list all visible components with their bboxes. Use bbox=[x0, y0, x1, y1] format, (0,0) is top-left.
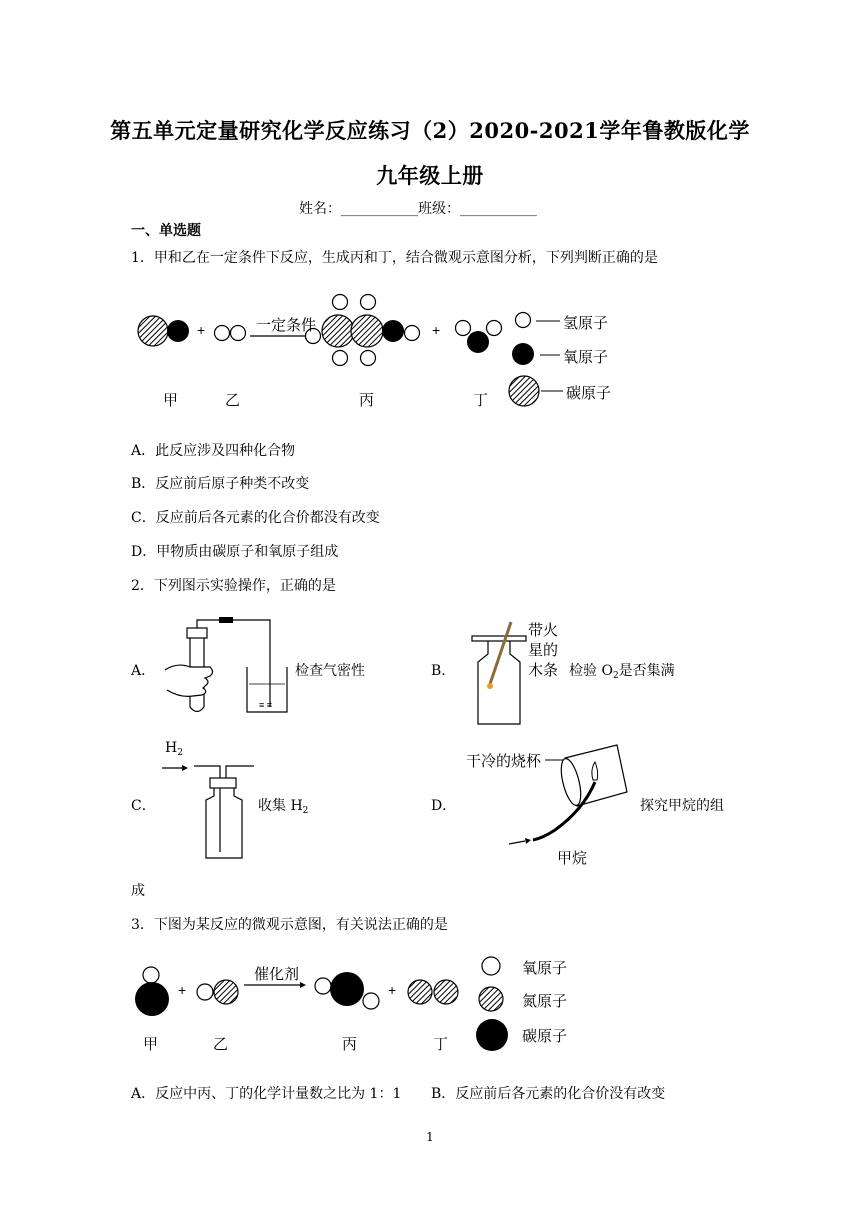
q3-legend-carbon: 碳原子 bbox=[522, 1027, 568, 1045]
q2-option-d-caption-wrap: 成 bbox=[131, 883, 145, 899]
section-heading: 一、单选题 bbox=[131, 223, 201, 239]
q1-legend-hydrogen: 氢原子 bbox=[563, 314, 609, 332]
q3-legend-oxygen: 氧原子 bbox=[522, 959, 568, 977]
q1-reaction-diagram bbox=[0, 290, 860, 420]
page-number: 1 bbox=[426, 1130, 434, 1144]
gas-bottle-splint-figure bbox=[470, 620, 530, 726]
h2-inlet-label: $H_2$ bbox=[165, 740, 183, 758]
document-title-line1: 第五单元定量研究化学反应练习（2）2020-2021学年鲁教版化学 bbox=[110, 118, 750, 143]
svg-text:+: + bbox=[388, 982, 397, 998]
carbon-legend-icon bbox=[476, 1019, 508, 1051]
hydrogen-atom-icon bbox=[231, 326, 246, 341]
q1-stem: 1．甲和乙在一定条件下反应，生成丙和丁，结合微观示意图分析，下列判断正确的是 bbox=[131, 250, 658, 266]
q2-option-b-letter[interactable]: B． bbox=[431, 663, 456, 679]
student-info: 姓名：___________班级：___________ bbox=[299, 201, 537, 217]
q1-label-yi: 乙 bbox=[225, 391, 241, 409]
nitrogen-legend-icon bbox=[479, 987, 503, 1011]
q1-label-jia: 甲 bbox=[163, 391, 179, 409]
q1-condition-label: 一定条件 bbox=[256, 316, 317, 334]
airtightness-check-figure bbox=[155, 612, 295, 718]
splint-label-line1: 带火 bbox=[528, 621, 559, 639]
q3-reaction-diagram bbox=[0, 955, 860, 1055]
hydrogen-legend-icon bbox=[516, 313, 531, 328]
q2-option-b-caption: 检验 $O_2$是否集满 bbox=[569, 663, 675, 681]
q2-option-a-caption: 检查气密性 bbox=[295, 663, 365, 679]
q2-option-d-letter[interactable]: D． bbox=[431, 798, 457, 814]
q2-option-c-caption: 收集 $H_2$ bbox=[258, 798, 309, 816]
dry-cold-beaker-label: 干冷的烧杯 bbox=[466, 752, 542, 770]
q3-option-b[interactable]: B．反应前后各元素的化合价没有改变 bbox=[431, 1086, 666, 1102]
q2-stem: 2．下列图示实验操作，正确的是 bbox=[131, 578, 336, 594]
q1-option-c[interactable]: C．反应前后各元素的化合价都没有改变 bbox=[131, 510, 380, 526]
q2-option-d-caption: 探究甲烷的组 bbox=[640, 798, 724, 814]
oxygen-legend-icon bbox=[512, 343, 534, 365]
q3-legend-nitrogen: 氮原子 bbox=[522, 992, 568, 1010]
document-title-line2: 九年级上册 bbox=[376, 163, 484, 188]
svg-text:+: + bbox=[197, 322, 206, 338]
q3-option-a[interactable]: A．反应中丙、丁的化学计量数之比为 1：1 bbox=[131, 1086, 402, 1102]
q3-label-ding: 丁 bbox=[433, 1035, 449, 1053]
q1-legend-carbon: 碳原子 bbox=[566, 384, 612, 402]
gas-collection-bottle-figure bbox=[160, 756, 260, 860]
splint-label bbox=[528, 620, 558, 680]
q3-stem: 3．下图为某反应的微观示意图，有关说法正确的是 bbox=[131, 917, 448, 933]
q1-label-bing: 丙 bbox=[359, 391, 375, 409]
q3-label-yi: 乙 bbox=[213, 1035, 229, 1053]
carbon-legend-icon bbox=[509, 376, 539, 406]
q1-option-a[interactable]: A．此反应涉及四种化合物 bbox=[131, 443, 296, 459]
q3-label-jia: 甲 bbox=[143, 1035, 159, 1053]
oxygen-legend-icon bbox=[482, 957, 500, 975]
q2-option-c-letter[interactable]: C． bbox=[131, 798, 156, 814]
methane-label: 甲烷 bbox=[557, 849, 588, 867]
splint-label-line2: 星的 bbox=[528, 641, 559, 659]
oxygen-atom-icon bbox=[167, 320, 189, 342]
hydrogen-atom-icon bbox=[215, 326, 230, 341]
q3-condition-label: 催化剂 bbox=[254, 965, 300, 983]
q1-legend-oxygen: 氧原子 bbox=[563, 348, 609, 366]
splint-label-line3: 木条 bbox=[528, 661, 559, 679]
svg-text:≡ ≡: ≡ ≡ bbox=[259, 700, 273, 710]
svg-text:+: + bbox=[178, 982, 187, 998]
q2-option-a-letter[interactable]: A． bbox=[131, 663, 156, 679]
q1-option-b[interactable]: B．反应前后原子种类不改变 bbox=[131, 476, 310, 492]
q1-label-ding: 丁 bbox=[473, 391, 489, 409]
q1-option-d[interactable]: D．甲物质由碳原子和氧原子组成 bbox=[131, 544, 339, 560]
q3-label-bing: 丙 bbox=[342, 1035, 358, 1053]
svg-text:+: + bbox=[432, 322, 441, 338]
carbon-atom-icon bbox=[138, 316, 168, 346]
